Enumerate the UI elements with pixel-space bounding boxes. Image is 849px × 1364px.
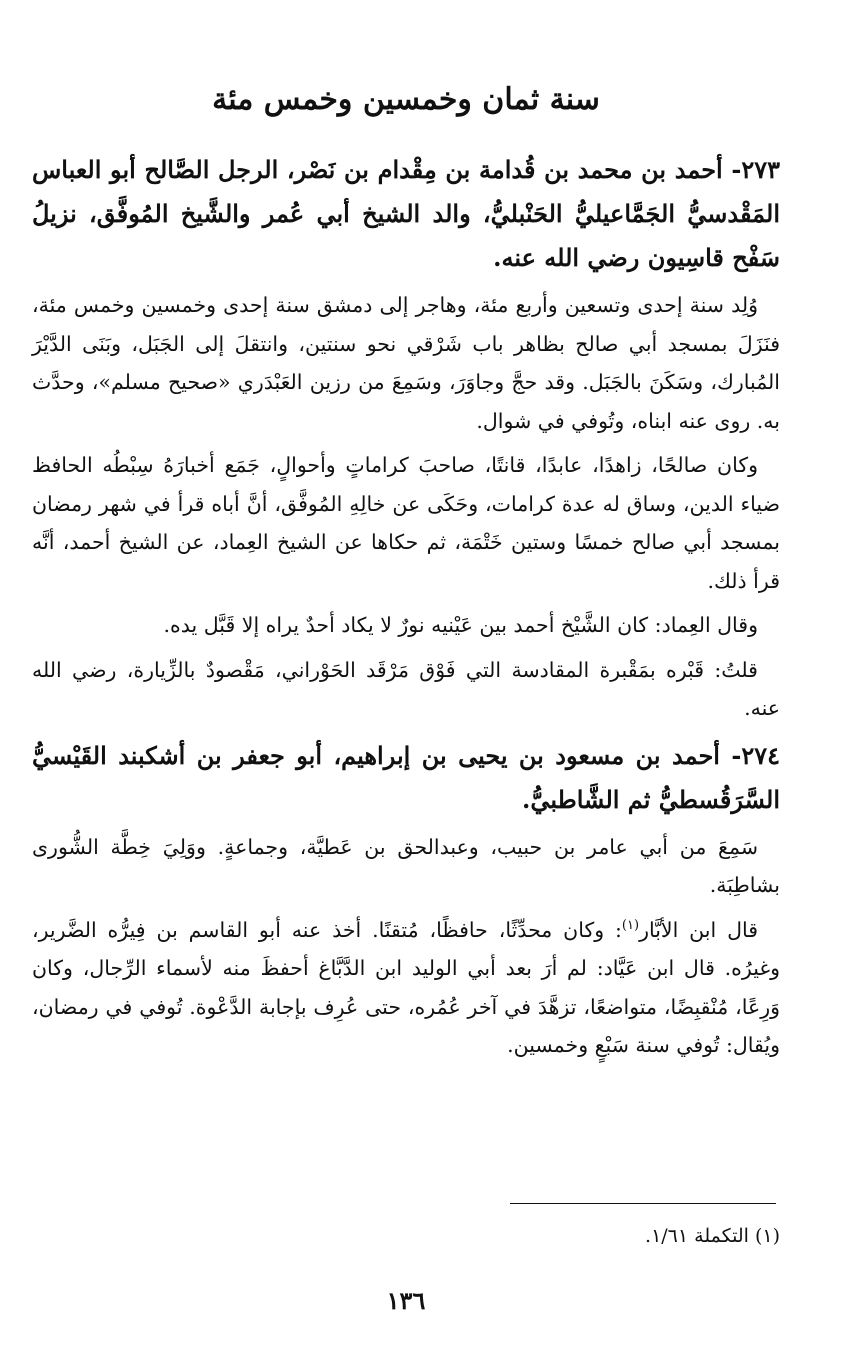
entry-heading: ٢٧٤- أحمد بن مسعود بن يحيى بن إبراهيم، أبو جعفر بن أشكبند القَيْسيُّ السَّرَقُسطيُّ ثم الشَّاطبيُّ.: [32, 740, 780, 814]
footnote: (١) التكملة ١/٦١.: [645, 1225, 780, 1247]
footnote-reference[interactable]: (١): [621, 917, 640, 933]
page-number: ١٣٦: [386, 1286, 426, 1315]
entry-heading: ٢٧٣- أحمد بن محمد بن قُدامة بن مِقْدام بن نَصْر، الرجل الصَّالح أبو العباس المَقْدسيُّ الجَمَّاعيليُّ الحَنْبليُّ، والد الشيخ أبي عُمر والشَّيخ المُوفَّق، نزيلُ سَفْح قاسِيون رضي الله عنه.: [32, 155, 780, 272]
document-page: [32, 0, 780, 1364]
paragraph-text: قال ابن الأبَّار: [639, 917, 759, 942]
paragraph: وقال العِماد: كان الشَّيْخ أحمد بين عَيْنيه نورٌ لا يكاد أحدٌ يراه إلا قَبَّل يده.: [163, 613, 758, 637]
paragraph: قلتُ: قَبْره بمَقْبرة المقادسة التي فَوْق مَرْقَد الحَوْراني، مَقْصودٌ بالزِّيارة، رضي الله عنه.: [32, 657, 780, 720]
paragraph-with-footnote-ref: [32, 911, 780, 1065]
footnote-divider: [510, 1203, 776, 1204]
paragraph-text: : وكان محدِّثًا، حافظًا، مُتقنًا. أخذ عنه أبو القاسم بن فِيرُّه الضَّرير، وغيرُه. قال ابن عَيَّاد: لم أرَ بعد أبي الوليد ابن الدَّبَّاغ أحفظَ منه لأسماء الرِّجال، وكان وَرِعًا، مُنْقبِضًا، متواضعًا، تزهَّدَ في آخر عُمُره، حتى عُرِف بإجابة الدَّعْوة. تُوفي في رمضان، ويُقال: تُوفي سنة سَبْعٍ وخمسين.: [32, 917, 780, 1057]
paragraph: وكان صالحًا، زاهدًا، عابدًا، قانتًا، صاحبَ كراماتٍ وأحوالٍ، جَمَع أخبارَهُ سِبْطُه الحافظ ضياء الدين، وساق له عدة كرامات، وحَكَى عن خالِهِ المُوفَّق، أنَّ أباه قرأ في شهر رمضان بمسجد أبي صالح خمسًا وستين خَتْمَة، ثم حكاها عن الشيخ العِماد، عن الشيخ أحمد، أنَّه قرأ ذلك.: [32, 453, 780, 593]
chapter-title: سنة ثمان وخمسين وخمس مئة: [212, 82, 600, 117]
paragraph: وُلِد سنة إحدى وتسعين وأربع مئة، وهاجر إلى دمشق سنة إحدى وخمسين وخمس مئة، فنَزَلَ بمسجد أبي صالح بظاهر باب شَرْقي نحو سنتين، وانتقلَ إلى الجَبَل، وبَنَى الدَّيْرَ المُبارك، وسَكَنَ بالجَبَل. وقد حجَّ وجاوَرَ، وسَمِعَ من رزين العَبْدَري «صحيح مسلم»، وحدَّث به. روى عنه ابناه، وتُوفي في شوال.: [32, 293, 780, 433]
entry-274: [32, 734, 780, 1065]
entry-273: [32, 148, 780, 728]
page-body: [32, 148, 780, 1071]
paragraph: سَمِعَ من أبي عامر بن حبيب، وعبدالحق بن عَطيَّة، وجماعةٍ. ووَلِيَ خِطَّة الشُّورى بشاطِبَة.: [32, 834, 780, 897]
